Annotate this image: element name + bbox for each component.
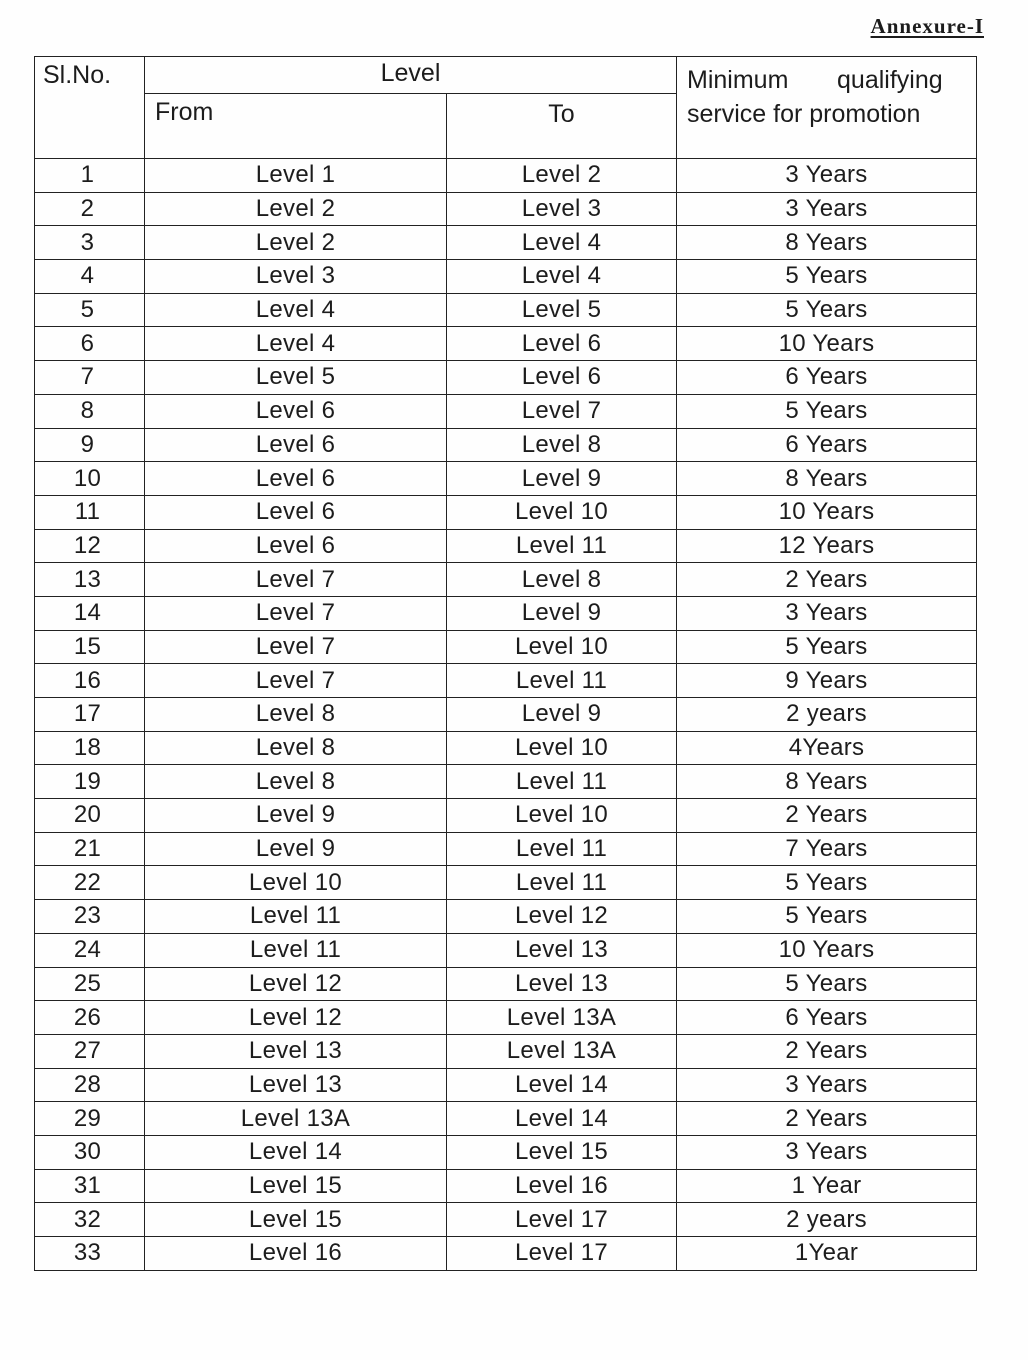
sl-cell: 9 xyxy=(35,428,145,462)
from-cell: Level 7 xyxy=(145,563,447,597)
sl-cell: 15 xyxy=(35,630,145,664)
table-row xyxy=(35,832,977,866)
to-cell: Level 17 xyxy=(447,1237,677,1271)
sl-cell: 18 xyxy=(35,731,145,765)
to-cell: Level 11 xyxy=(447,529,677,563)
to-cell: Level 9 xyxy=(447,596,677,630)
years-cell: 10 Years xyxy=(677,495,977,529)
to-cell: Level 5 xyxy=(447,293,677,327)
from-cell: Level 5 xyxy=(145,361,447,395)
years-cell: 3 Years xyxy=(677,192,977,226)
min-service-word1: Minimum xyxy=(687,66,789,94)
sl-cell: 16 xyxy=(35,664,145,698)
table-row xyxy=(35,698,977,732)
min-service-word2: qualifying xyxy=(837,66,943,94)
from-cell: Level 14 xyxy=(145,1135,447,1169)
sl-cell: 32 xyxy=(35,1203,145,1237)
from-cell: Level 6 xyxy=(145,428,447,462)
years-cell: 3 Years xyxy=(677,159,977,193)
sl-cell: 17 xyxy=(35,698,145,732)
to-cell: Level 8 xyxy=(447,428,677,462)
to-cell: Level 9 xyxy=(447,462,677,496)
years-cell: 5 Years xyxy=(677,866,977,900)
table-row xyxy=(35,159,977,193)
from-cell: Level 7 xyxy=(145,630,447,664)
from-cell: Level 9 xyxy=(145,832,447,866)
years-cell: 2 years xyxy=(677,698,977,732)
to-header: To xyxy=(447,94,677,159)
to-cell: Level 10 xyxy=(447,630,677,664)
to-cell: Level 13A xyxy=(447,1001,677,1035)
from-cell: Level 11 xyxy=(145,900,447,934)
to-cell: Level 11 xyxy=(447,765,677,799)
years-cell: 9 Years xyxy=(677,664,977,698)
table-row xyxy=(35,933,977,967)
table-row xyxy=(35,1237,977,1271)
years-cell: 8 Years xyxy=(677,765,977,799)
from-cell: Level 4 xyxy=(145,293,447,327)
table-row xyxy=(35,799,977,833)
years-cell: 5 Years xyxy=(677,394,977,428)
sl-cell: 6 xyxy=(35,327,145,361)
from-cell: Level 13 xyxy=(145,1068,447,1102)
table-row xyxy=(35,1102,977,1136)
sl-cell: 5 xyxy=(35,293,145,327)
table-row xyxy=(35,462,977,496)
sl-cell: 27 xyxy=(35,1034,145,1068)
table-row xyxy=(35,1068,977,1102)
annexure-title: Annexure-I xyxy=(870,14,984,38)
table-header-row xyxy=(35,57,977,94)
from-cell: Level 10 xyxy=(145,866,447,900)
from-header: From xyxy=(145,94,447,159)
table-row xyxy=(35,495,977,529)
from-cell: Level 7 xyxy=(145,596,447,630)
table-row xyxy=(35,630,977,664)
years-cell: 7 Years xyxy=(677,832,977,866)
to-cell: Level 17 xyxy=(447,1203,677,1237)
table-row xyxy=(35,563,977,597)
min-service-line2: service for promotion xyxy=(687,100,921,128)
sl-cell: 22 xyxy=(35,866,145,900)
sl-cell: 3 xyxy=(35,226,145,260)
from-cell: Level 6 xyxy=(145,394,447,428)
sl-cell: 23 xyxy=(35,900,145,934)
sl-cell: 25 xyxy=(35,967,145,1001)
years-cell: 10 Years xyxy=(677,933,977,967)
years-cell: 3 Years xyxy=(677,1068,977,1102)
sl-cell: 2 xyxy=(35,192,145,226)
sl-cell: 13 xyxy=(35,563,145,597)
to-cell: Level 13 xyxy=(447,933,677,967)
to-cell: Level 13A xyxy=(447,1034,677,1068)
table-row xyxy=(35,529,977,563)
years-cell: 2 Years xyxy=(677,1034,977,1068)
from-cell: Level 6 xyxy=(145,495,447,529)
years-cell: 6 Years xyxy=(677,428,977,462)
table-row xyxy=(35,361,977,395)
from-cell: Level 15 xyxy=(145,1169,447,1203)
to-cell: Level 4 xyxy=(447,260,677,294)
sl-cell: 33 xyxy=(35,1237,145,1271)
to-cell: Level 7 xyxy=(447,394,677,428)
to-cell: Level 15 xyxy=(447,1135,677,1169)
years-cell: 10 Years xyxy=(677,327,977,361)
to-cell: Level 3 xyxy=(447,192,677,226)
table-row xyxy=(35,765,977,799)
to-cell: Level 6 xyxy=(447,327,677,361)
sl-cell: 12 xyxy=(35,529,145,563)
sl-cell: 11 xyxy=(35,495,145,529)
sl-cell: 24 xyxy=(35,933,145,967)
table-row xyxy=(35,900,977,934)
years-cell: 5 Years xyxy=(677,630,977,664)
from-cell: Level 13A xyxy=(145,1102,447,1136)
to-cell: Level 13 xyxy=(447,967,677,1001)
to-cell: Level 6 xyxy=(447,361,677,395)
to-cell: Level 16 xyxy=(447,1169,677,1203)
to-cell: Level 11 xyxy=(447,664,677,698)
table-row xyxy=(35,1203,977,1237)
sl-cell: 28 xyxy=(35,1068,145,1102)
years-cell: 2 Years xyxy=(677,563,977,597)
level-header: Level xyxy=(145,57,677,94)
to-cell: Level 10 xyxy=(447,799,677,833)
sl-cell: 4 xyxy=(35,260,145,294)
sl-cell: 21 xyxy=(35,832,145,866)
from-cell: Level 6 xyxy=(145,462,447,496)
table-row xyxy=(35,731,977,765)
table-row xyxy=(35,192,977,226)
sl-cell: 19 xyxy=(35,765,145,799)
to-cell: Level 9 xyxy=(447,698,677,732)
sl-cell: 14 xyxy=(35,596,145,630)
years-cell: 5 Years xyxy=(677,967,977,1001)
years-cell: 5 Years xyxy=(677,900,977,934)
to-cell: Level 14 xyxy=(447,1068,677,1102)
table-row xyxy=(35,1135,977,1169)
to-cell: Level 2 xyxy=(447,159,677,193)
sl-cell: 1 xyxy=(35,159,145,193)
from-cell: Level 3 xyxy=(145,260,447,294)
from-cell: Level 11 xyxy=(145,933,447,967)
to-cell: Level 10 xyxy=(447,495,677,529)
to-cell: Level 11 xyxy=(447,866,677,900)
table-row xyxy=(35,664,977,698)
from-cell: Level 7 xyxy=(145,664,447,698)
from-cell: Level 4 xyxy=(145,327,447,361)
table-row xyxy=(35,260,977,294)
sl-cell: 30 xyxy=(35,1135,145,1169)
to-cell: Level 10 xyxy=(447,731,677,765)
years-cell: 5 Years xyxy=(677,260,977,294)
from-cell: Level 16 xyxy=(145,1237,447,1271)
years-cell: 2 Years xyxy=(677,1102,977,1136)
from-cell: Level 1 xyxy=(145,159,447,193)
table-row xyxy=(35,327,977,361)
table-row xyxy=(35,1001,977,1035)
min-service-header xyxy=(677,57,977,159)
sl-cell: 31 xyxy=(35,1169,145,1203)
sl-cell: 26 xyxy=(35,1001,145,1035)
from-cell: Level 8 xyxy=(145,731,447,765)
years-cell: 2 years xyxy=(677,1203,977,1237)
from-cell: Level 9 xyxy=(145,799,447,833)
sl-cell: 20 xyxy=(35,799,145,833)
from-cell: Level 13 xyxy=(145,1034,447,1068)
table-row xyxy=(35,394,977,428)
to-cell: Level 4 xyxy=(447,226,677,260)
table-body xyxy=(35,159,977,1271)
years-cell: 8 Years xyxy=(677,462,977,496)
from-cell: Level 6 xyxy=(145,529,447,563)
from-cell: Level 12 xyxy=(145,1001,447,1035)
table-row xyxy=(35,967,977,1001)
from-cell: Level 15 xyxy=(145,1203,447,1237)
table-row xyxy=(35,293,977,327)
years-cell: 3 Years xyxy=(677,596,977,630)
years-cell: 4Years xyxy=(677,731,977,765)
promotion-service-table xyxy=(34,56,977,1271)
to-cell: Level 14 xyxy=(447,1102,677,1136)
to-cell: Level 8 xyxy=(447,563,677,597)
table-row xyxy=(35,1169,977,1203)
table-row xyxy=(35,1034,977,1068)
sl-cell: 10 xyxy=(35,462,145,496)
table-row xyxy=(35,596,977,630)
sl-cell: 8 xyxy=(35,394,145,428)
sl-cell: 29 xyxy=(35,1102,145,1136)
table-row xyxy=(35,226,977,260)
years-cell: 1 Year xyxy=(677,1169,977,1203)
sl-cell: 7 xyxy=(35,361,145,395)
from-cell: Level 8 xyxy=(145,698,447,732)
years-cell: 6 Years xyxy=(677,361,977,395)
from-cell: Level 12 xyxy=(145,967,447,1001)
to-cell: Level 12 xyxy=(447,900,677,934)
from-cell: Level 2 xyxy=(145,192,447,226)
slno-header: Sl.No. xyxy=(35,57,145,159)
years-cell: 12 Years xyxy=(677,529,977,563)
from-cell: Level 2 xyxy=(145,226,447,260)
to-cell: Level 11 xyxy=(447,832,677,866)
years-cell: 1Year xyxy=(677,1237,977,1271)
years-cell: 8 Years xyxy=(677,226,977,260)
table-row xyxy=(35,866,977,900)
table-row xyxy=(35,428,977,462)
years-cell: 3 Years xyxy=(677,1135,977,1169)
years-cell: 2 Years xyxy=(677,799,977,833)
from-cell: Level 8 xyxy=(145,765,447,799)
years-cell: 6 Years xyxy=(677,1001,977,1035)
years-cell: 5 Years xyxy=(677,293,977,327)
